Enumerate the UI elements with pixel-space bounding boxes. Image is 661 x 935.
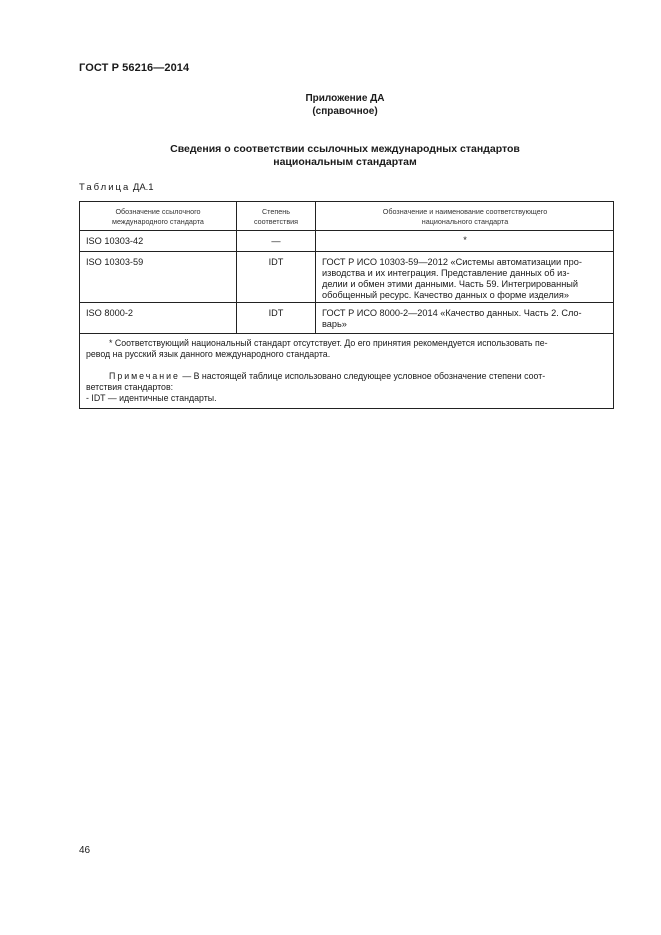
table-row-2-degree: IDT [268,257,284,267]
correspondence-table [79,201,614,409]
table-row-1-degree: — [271,236,281,246]
table-row-1-intl: ISO 10303-42 [86,236,144,246]
table-note: Примечание — В настоящей таблице использовано следующее условное обозначение степени соот- ветствия стандартов: - IDT — идентичные стандарты. [86,371,546,403]
table-row-3-national: ГОСТ Р ИСО 8000-2—2014 «Качество данных. Часть 2. Сло- варь» [322,308,582,329]
page-number: 46 [79,845,91,856]
table-row-2-intl: ISO 10303-59 [86,257,144,267]
table-caption-number: ДА.1 [132,182,154,193]
header-intl-standard: Обозначение ссылочного международного стандарта [112,207,204,226]
row-rule [80,251,613,252]
table-row-3-degree: IDT [268,308,284,318]
document-title-line-1: Сведения о соответствии ссылочных международных стандартов [170,143,520,155]
appendix-title: Приложение ДА [305,93,385,104]
row-rule [80,333,613,334]
table-row-1-national: * [463,235,467,245]
document-title [0,143,661,169]
note-label: Примечание [109,371,180,381]
header-rule [80,230,613,231]
row-rule [80,302,613,303]
table-footnote: * Соответствующий национальный стандарт отсутствует. До его принятия рекомендуется использовать пе- ревод на русский язык данного международного стандарта. [86,338,548,359]
table-caption [79,182,154,193]
appendix-subtitle: (справочное) [312,106,378,117]
document-header: ГОСТ Р 56216—2014 [79,62,190,74]
table-row-3-intl: ISO 8000-2 [86,308,133,318]
header-degree: Степень соответствия [253,207,299,226]
document-title-line-2: национальным стандартам [273,156,417,168]
table-row-2-national: ГОСТ Р ИСО 10303-59—2012 «Системы автоматизации про- изводства и их интеграция. Представление данных об из- делии и обмен этими данными. Часть 59. Интегрированный обобщенный ресурс. Качество данных о форме изделия» [322,257,582,300]
table-caption-prefix: Таблица [79,182,131,193]
header-national-standard: Обозначение и наименование соответствующего национального стандарта [382,207,548,226]
